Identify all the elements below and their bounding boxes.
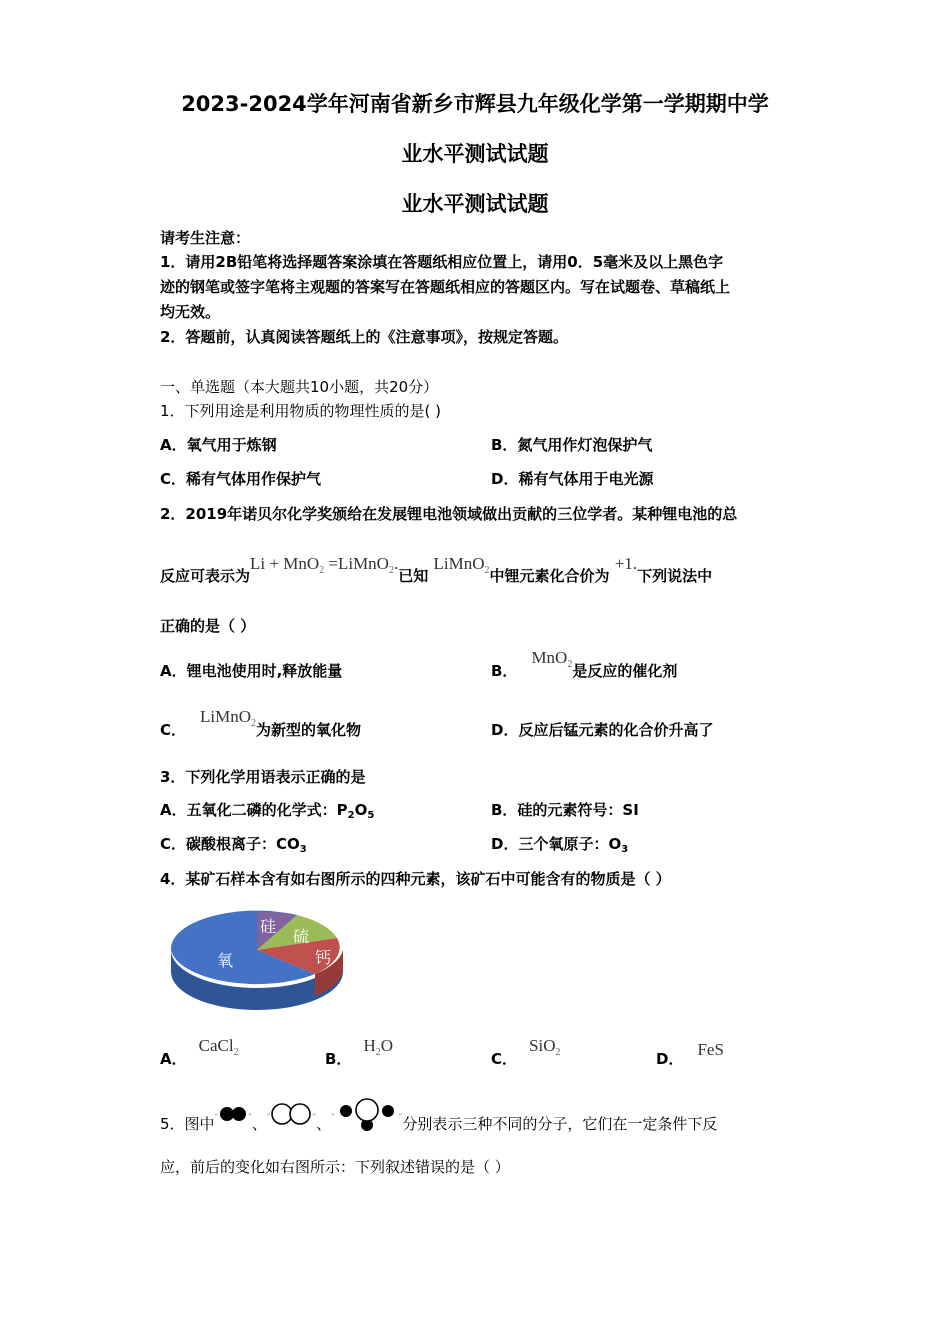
molecule-two-white-atoms-icon bbox=[270, 1102, 312, 1126]
q4-pie-chart bbox=[165, 908, 350, 1018]
notice-item1-line2: 迹的钢笔或签字笔将主观题的答案写在答题纸相应的答题区内。写在试题卷、草稿纸上 bbox=[160, 278, 731, 296]
q1-option-b: B．氮气用作灯泡保护气 bbox=[491, 436, 653, 454]
q3-option-b: B．硅的元素符号：SI bbox=[491, 801, 639, 819]
q4-option-c: C．SiO$_2$ bbox=[491, 1036, 561, 1068]
notice-item1-line3: 均无效。 bbox=[160, 303, 221, 321]
q2-equation: Li + MnO$_2$ =LiMnO$_2$. bbox=[250, 554, 399, 576]
doc-title-line2: 业水平测试试题 bbox=[401, 142, 549, 166]
section-heading: 一、单选题（本大题共10小题，共20分） bbox=[160, 378, 439, 396]
doc-title-line1: 2023-2024学年河南省新乡市辉县九年级化学第一学期期中学 bbox=[181, 92, 769, 116]
q2-option-b-formula: MnO$_2$ bbox=[531, 648, 573, 670]
q1-stem: 1．下列用途是利用物质的物理性质的是( ) bbox=[160, 402, 442, 420]
q2-line1: 2．2019年诺贝尔化学奖颁给在发展锂电池领域做出贡献的三位学者。某种锂电池的总 bbox=[160, 505, 738, 523]
doc-title-line3: 业水平测试试题 bbox=[401, 192, 549, 216]
pie-label-calcium: 钙 bbox=[315, 948, 332, 967]
q2-option-b: B．MnO$_2$是反应的催化剂 bbox=[491, 648, 678, 680]
q2-option-c-formula: LiMnO$_2$ bbox=[200, 707, 257, 729]
q2-line3: 正确的是（ ） bbox=[160, 617, 256, 635]
q4-option-b: B．$H_2O$ bbox=[325, 1036, 393, 1068]
q4-option-a: A．CaCl$_2$ bbox=[160, 1036, 239, 1068]
q2-option-d: D．反应后锰元素的化合价升高了 bbox=[491, 721, 714, 739]
q2-valence: +1. bbox=[614, 554, 638, 573]
notice-heading: 请考生注意： bbox=[160, 229, 251, 247]
q1-option-c: C．稀有气体用作保护气 bbox=[160, 470, 322, 488]
q4-option-d: D． FeS bbox=[656, 1040, 724, 1068]
q3-option-a: A．五氧化二磷的化学式：$P_2O_5$ bbox=[160, 801, 375, 821]
q2-line2-pre: 反应可表示为 bbox=[160, 567, 251, 585]
molecule-two-black-atoms-icon bbox=[218, 1104, 248, 1124]
molecule-one-white-three-black-icon bbox=[335, 1097, 399, 1131]
notice-item2: 2．答题前，认真阅读答题纸上的《注意事项》，按规定答题。 bbox=[160, 328, 568, 346]
q2-option-c: C．LiMnO$_2$为新型的氧化物 bbox=[160, 707, 362, 739]
q2-line2: 反应可表示为Li + MnO$_2$ =LiMnO$_2$.已知 LiMnO$_2$中锂元素化合价为 +1.下列说法中 bbox=[160, 554, 713, 585]
q5-line1: 5．图中“ ”、“ ”、“ ”分别表示三种不同的分子，它们在一定条件下反 bbox=[160, 1097, 717, 1131]
pie-label-sulfur: 硫 bbox=[293, 927, 310, 946]
pie-label-silicon: 硅 bbox=[260, 917, 277, 936]
q3-option-d: D．三个氧原子：$O_3$ bbox=[491, 835, 629, 855]
q5-line2: 应，前后的变化如右图所示：下列叙述错误的是（ ） bbox=[160, 1158, 510, 1176]
notice-item1-line1: 1．请用2B铅笔将选择题答案涂填在答题纸相应位置上，请用0．5毫米及以上黑色字 bbox=[160, 253, 724, 271]
q4-stem: 4．某矿石样本含有如右图所示的四种元素，该矿石中可能含有的物质是（ ） bbox=[160, 870, 671, 888]
q3-option-c: C．碳酸根离子：$CO_3$ bbox=[160, 835, 307, 855]
q2-limno2: LiMnO$_2$ bbox=[433, 554, 490, 576]
q1-option-a: A．氧气用于炼钢 bbox=[160, 436, 277, 454]
pie-label-oxygen: 氧 bbox=[217, 951, 234, 970]
q1-option-d: D．稀有气体用于电光源 bbox=[491, 470, 654, 488]
q3-stem: 3．下列化学用语表示正确的是 bbox=[160, 768, 366, 786]
q2-option-a: A．锂电池使用时,释放能量 bbox=[160, 662, 343, 680]
